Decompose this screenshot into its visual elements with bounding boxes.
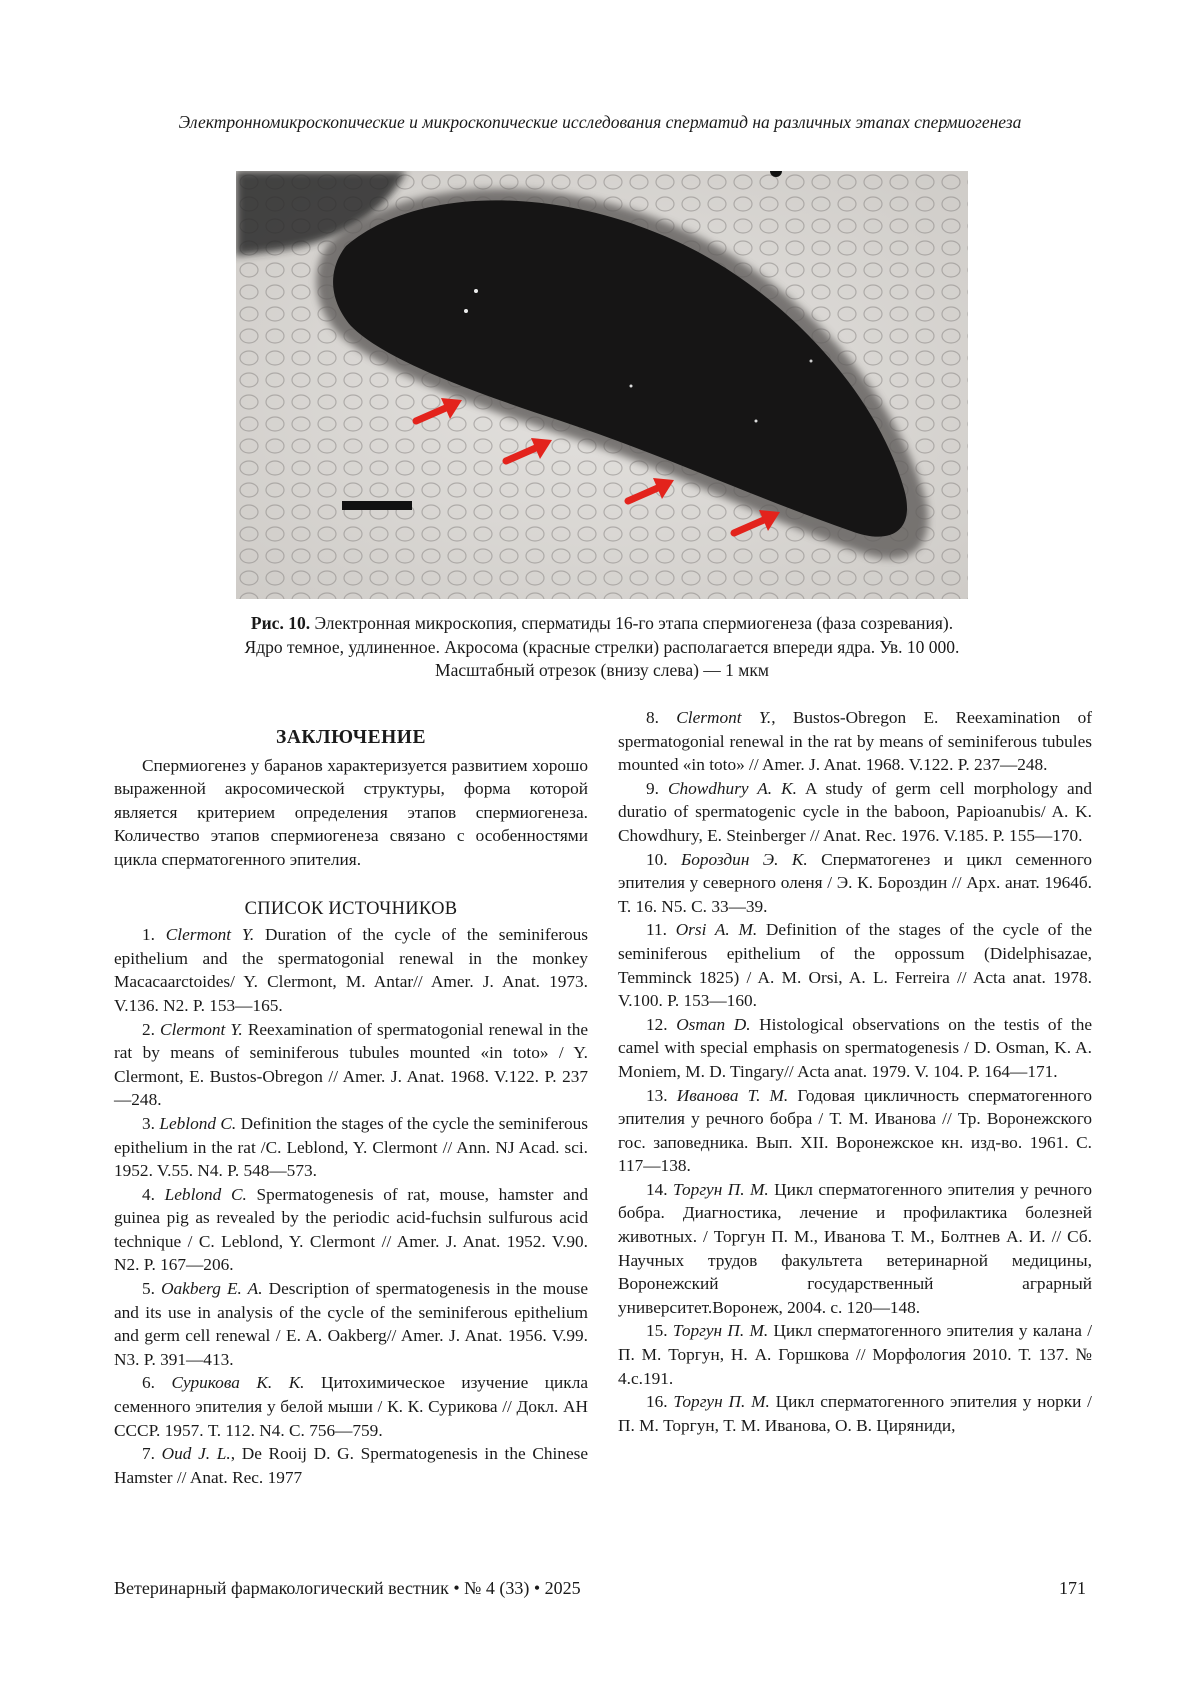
figure-caption-text: Электронная микроскопия, сперматиды 16-го этапа спермиогенеза (фаза созревания). Ядро темное, удлиненное. Акросома (красные стрелки) располагается впереди ядра. Ув. 10 000. Масштабный отрезок (внизу слева) — 1 мкм [244, 613, 960, 680]
reference-text: Spermatogenesis of rat, mouse, hamster and guinea pig as revealed by the periodic acid-fuchsin sulfurous acid technique / C. Leblond, Y. Clermont // Amer. J. Anat. 1952. V.90. N2. P. 167—206. [114, 1184, 588, 1275]
reference-text: , De Rooij D. G. Spermatogenesis in the Chinese Hamster // Anat. Rec. 1977 [114, 1444, 589, 1487]
micrograph-figure [236, 171, 968, 599]
reference-author: Leblond C. [159, 1113, 237, 1133]
reference-text: Description of spermatogenesis in the mouse and its use in analysis of the cycle of the seminiferous epithelium and germ cell renewal / E. A. Oakberg// Amer. J. Anat. 1956. V.99. N3. P. 391—413. [114, 1279, 588, 1369]
page-number: 171 [1059, 1578, 1086, 1598]
journal-name: Ветеринарный фармакологический вестник • № 4 (33) • 2025 [114, 1578, 581, 1598]
reference-item [114, 1018, 588, 1112]
reference-item [618, 1390, 1092, 1437]
reference-author: Leblond C. [164, 1184, 247, 1204]
reference-number: 11. [646, 920, 676, 940]
reference-text: Цикл сперматогенного эпителия у речного бобра. Диагностика, лечение и профилактика болезней животных. / Торгун П. М., Иванова Т. М., Болтнев А. И. // Сб. Научных трудов факультета ветеринарной медицины, Воронежский государственный аграрный университет.Воронеж, 2004. с. 120—148. [618, 1179, 1092, 1317]
reference-text: Definition the stages of the cycle the seminiferous epithelium in the rat /C. Leblond, Y. Clermont // Ann. NJ Acad. sci. 1952. V.55. N4. P. 548—573. [114, 1113, 588, 1181]
reference-item [114, 923, 588, 1017]
reference-list-left [114, 923, 588, 1489]
reference-author: Торгун П. М. [672, 1321, 769, 1341]
reference-number: 15. [646, 1321, 673, 1341]
micrograph-image [236, 171, 968, 599]
reference-text: Цикл сперматогенного эпителия у норки / П. М. Торгун, Т. М. Иванова, О. В. Циряниди, [618, 1392, 1092, 1435]
reference-text: , Bustos-Obregon E. Reexamination of spermatogonial renewal in the rat by means of seminiferous tubules mounted «in toto» // Amer. J. Anat. 1968. V.122. P. 237—248. [618, 708, 1092, 775]
reference-author: Orsi A. M. [675, 920, 758, 940]
reference-author: Сурикова К. К. [171, 1373, 305, 1393]
left-column [114, 712, 588, 1489]
reference-author: Clermont Y. [160, 1019, 243, 1039]
reference-number: 14. [646, 1179, 674, 1199]
reference-author: Clermont Y. [165, 925, 255, 945]
reference-text: Duration of the cycle of the seminiferous epithelium and the spermatogonial renewal in the monkey Macacaarctoides/ Y. Clermont, M. Antar// Amer. J. Anat. 1973. V.136. N2. P. 153—165. [114, 925, 588, 1015]
reference-item [114, 1183, 588, 1277]
reference-list-right [618, 706, 1092, 1437]
reference-item [114, 1277, 588, 1371]
running-head: Электронномикроскопические и микроскопические исследования сперматид на различных этапах спермиогенеза [178, 112, 1022, 132]
reference-author: Oakberg E. A. [161, 1279, 263, 1299]
reference-author: Chowdhury A. K. [667, 778, 797, 798]
reference-number: 2. [142, 1019, 161, 1039]
reference-number: 7. [142, 1444, 162, 1464]
reference-item [618, 1084, 1092, 1178]
figure-label: Рис. 10. [250, 613, 311, 633]
reference-item [618, 848, 1092, 919]
reference-number: 8. [646, 708, 677, 727]
reference-item [618, 1178, 1092, 1320]
references-heading: СПИСОК ИСТОЧНИКОВ [244, 898, 458, 919]
reference-text: A study of germ cell morphology and duratio of spermatogenic cycle in the baboon, Papioanubis/ A. K. Chowdhury, E. Steinberger // Anat. Rec. 1976. V.185. P. 155—170. [618, 778, 1093, 845]
reference-number: 3. [142, 1113, 160, 1133]
reference-number: 9. [646, 778, 668, 798]
reference-number: 4. [142, 1184, 165, 1204]
conclusion-heading: ЗАКЛЮЧЕНИЕ [276, 727, 426, 748]
right-column [618, 706, 1092, 1437]
reference-text: Histological observations on the testis of the camel with special emphasis on spermatogenesis / D. Osman, K. A. Moniem, M. D. Tingary// Acta anat. 1979. V. 104. P. 164—171. [618, 1014, 1093, 1081]
reference-item [114, 1442, 588, 1489]
reference-author: Иванова Т. М. [676, 1085, 789, 1105]
reference-number: 10. [646, 849, 682, 869]
reference-item [114, 1371, 588, 1442]
reference-number: 12. [646, 1014, 677, 1034]
reference-author: Osman D. [676, 1014, 751, 1034]
reference-text: Годовая цикличность сперматогенного эпителия у речного бобра / Т. М. Иванова // Тр. Воронежского гос. заповедника. Вып. XII. Воронежское кн. изд-во. 1961. С. 117—138. [618, 1085, 1092, 1176]
reference-text: Цитохимическое изучение цикла семенного эпителия у белой мыши / К. К. Сурикова // Докл. АН СССР. 1957. Т. 112. N4. С. 756—759. [114, 1373, 588, 1440]
reference-text: Цикл сперматогенного эпителия у калана / П. М. Торгун, Н. А. Горшкова // Морфология 2010. Т. 137. № 4.с.191. [618, 1321, 1092, 1388]
reference-text: Reexamination of spermatogonial renewal in the rat by means of seminiferous tubules mounted «in toto» / Y. Clermont, E. Bustos-Obregon // Amer. J. Anat. 1968. V.122. P. 237—248. [114, 1019, 589, 1110]
reference-author: Бороздин Э. К. [681, 849, 808, 869]
reference-author: Торгун П. М. [673, 1179, 769, 1199]
reference-number: 1. [142, 925, 166, 945]
figure-caption [232, 612, 972, 683]
reference-item [618, 918, 1092, 1012]
scale-bar [342, 501, 412, 510]
reference-item [114, 1112, 588, 1183]
conclusion-text: Спермиогенез у баранов характеризуется развитием хорошо выраженной акросомической структуры, форма которой является критерием определения этапов спермиогенеза. Количество этапов спермиогенеза связано с особенностями цикла сперматогенного эпителия. [114, 755, 588, 869]
reference-text: Definition of the stages of the cycle of the seminiferous epithelium of the oppossum (Didelphisazae, Temminck 1825) / A. M. Orsi, A. L. Ferreira // Acta anat. 1978. V.100. P. 153—160. [618, 920, 1093, 1011]
reference-text: Сперматогенез и цикл семенного эпителия у северного оленя / Э. К. Бороздин // Арх. анат. 1964б. Т. 16. N5. С. 33—39. [618, 849, 1092, 916]
page-footer [114, 1578, 1086, 1599]
reference-author: Oud J. L. [161, 1444, 231, 1464]
reference-item [618, 706, 1092, 777]
reference-item [618, 777, 1092, 848]
reference-author: Торгун П. М. [673, 1392, 770, 1412]
reference-number: 16. [646, 1392, 674, 1412]
reference-number: 6. [142, 1373, 172, 1393]
reference-item [618, 1013, 1092, 1084]
reference-number: 5. [142, 1279, 162, 1299]
reference-number: 13. [646, 1085, 677, 1105]
reference-author: Clermont Y. [676, 708, 772, 727]
reference-item [618, 1319, 1092, 1390]
